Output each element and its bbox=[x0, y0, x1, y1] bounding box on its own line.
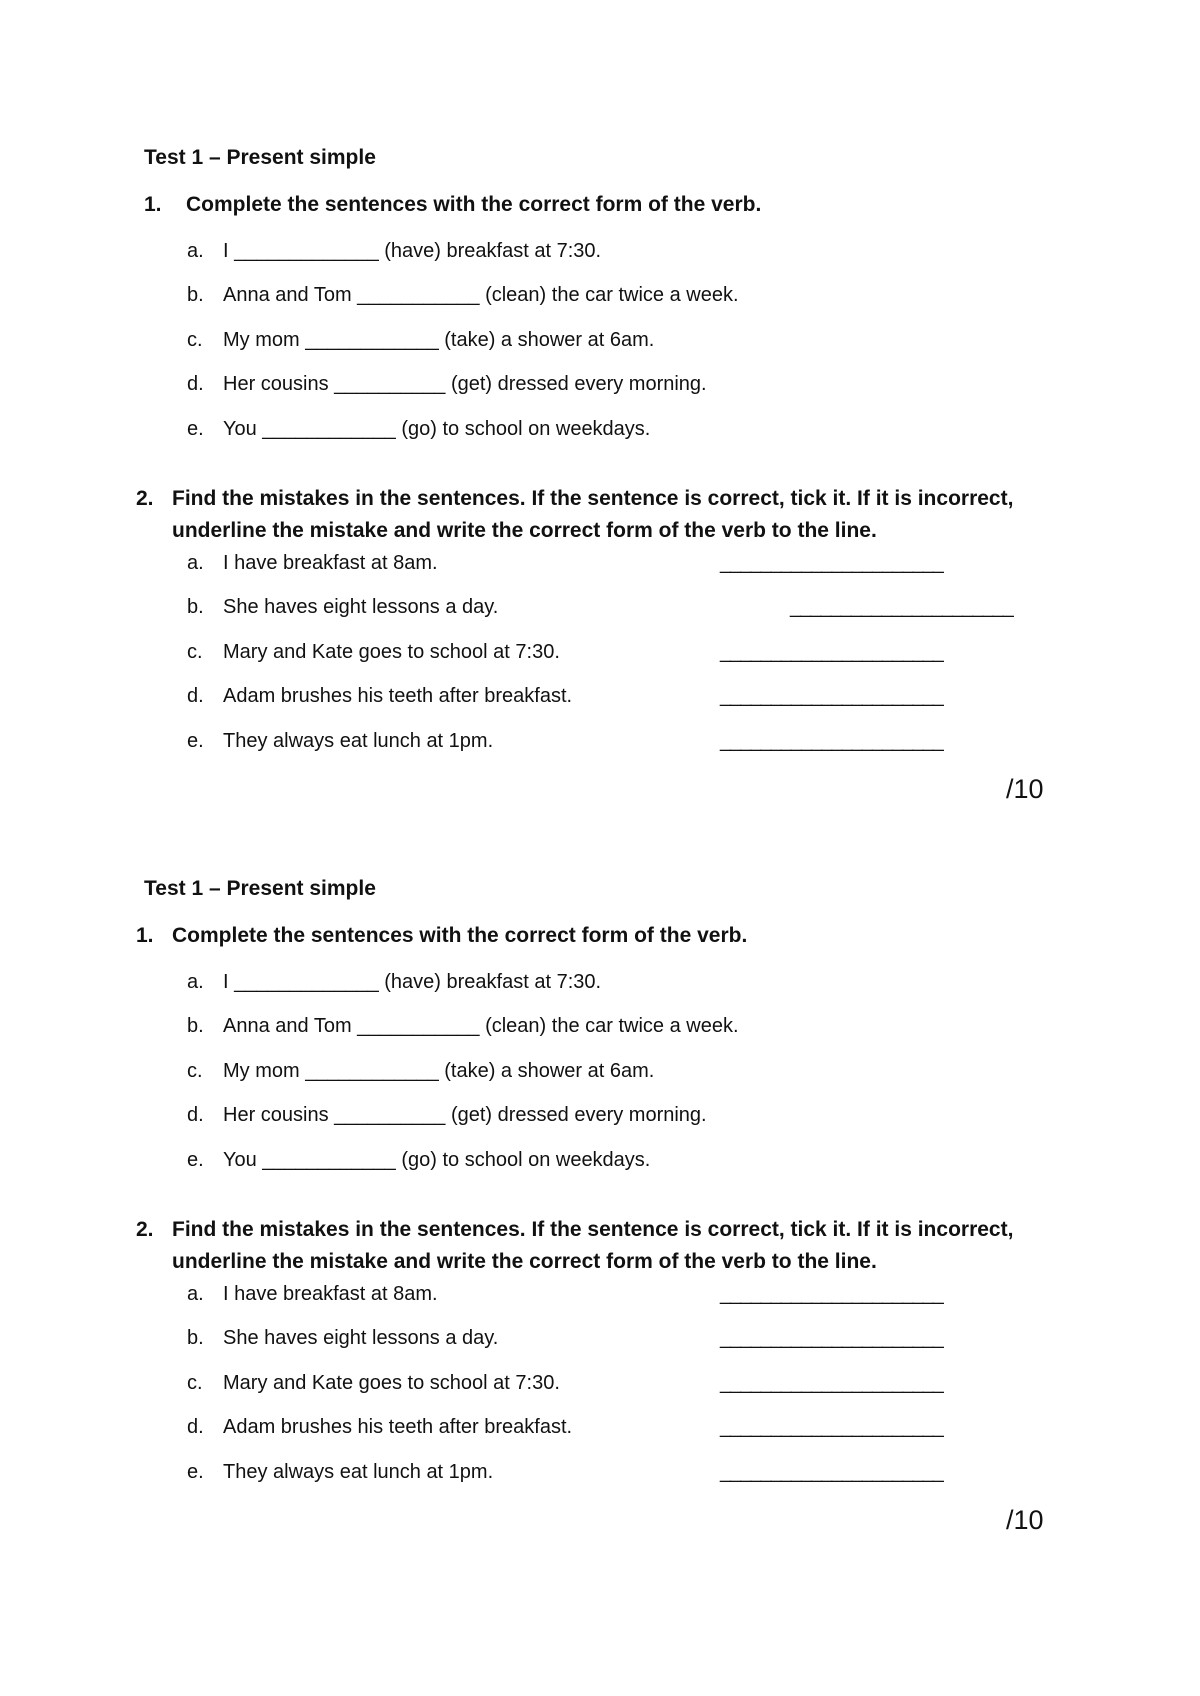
score-box: /10 bbox=[1006, 774, 1044, 804]
score-box: /10 bbox=[1006, 1505, 1044, 1535]
q1-item-text: I _____________ (have) breakfast at 7:30. bbox=[223, 971, 602, 993]
q1-item-letter: c. bbox=[187, 329, 203, 351]
q2-item-text: Mary and Kate goes to school at 7:30. bbox=[223, 1372, 560, 1394]
q1-item-letter: d. bbox=[187, 1104, 204, 1126]
question-1-number: 1. bbox=[144, 193, 162, 216]
q1-item-letter: a. bbox=[187, 971, 204, 993]
q1-item-letter: b. bbox=[187, 284, 204, 306]
q2-item-letter: b. bbox=[187, 596, 204, 618]
q1-item-text: You ____________ (go) to school on weekdays. bbox=[223, 1149, 651, 1171]
q1-item-text: My mom ____________ (take) a shower at 6am. bbox=[223, 329, 655, 351]
question-2-instruction-line1: Find the mistakes in the sentences. If the sentence is correct, tick it. If it is incorrect, bbox=[172, 487, 1014, 510]
answer-line: ______________________ bbox=[720, 552, 943, 574]
answer-line: ______________________ bbox=[720, 641, 943, 663]
answer-line: ______________________ bbox=[720, 685, 943, 707]
question-1-instruction: Complete the sentences with the correct form of the verb. bbox=[172, 924, 748, 947]
q1-item-text: I _____________ (have) breakfast at 7:30. bbox=[223, 240, 602, 262]
q1-item-text: Her cousins __________ (get) dressed every morning. bbox=[223, 1104, 707, 1126]
answer-line: ______________________ bbox=[790, 596, 1013, 618]
q1-item-text: Her cousins __________ (get) dressed every morning. bbox=[223, 373, 707, 395]
q1-item-letter: c. bbox=[187, 1060, 203, 1082]
q2-item-text: Mary and Kate goes to school at 7:30. bbox=[223, 641, 560, 663]
question-2-number: 2. bbox=[136, 487, 154, 510]
q2-item-text: She haves eight lessons a day. bbox=[223, 596, 499, 618]
q2-item-text: I have breakfast at 8am. bbox=[223, 1283, 438, 1305]
test-title: Test 1 – Present simple bbox=[144, 877, 376, 900]
q1-item-letter: a. bbox=[187, 240, 204, 262]
test-title: Test 1 – Present simple bbox=[144, 146, 376, 169]
q2-item-text: I have breakfast at 8am. bbox=[223, 552, 438, 574]
q2-item-text: She haves eight lessons a day. bbox=[223, 1327, 499, 1349]
q2-item-letter: b. bbox=[187, 1327, 204, 1349]
question-1-number: 1. bbox=[136, 924, 154, 947]
q2-item-text: Adam brushes his teeth after breakfast. bbox=[223, 1416, 573, 1438]
q2-item-letter: e. bbox=[187, 1461, 204, 1483]
answer-line: ______________________ bbox=[720, 1416, 943, 1438]
answer-line: ______________________ bbox=[720, 1327, 943, 1349]
q2-item-text: They always eat lunch at 1pm. bbox=[223, 730, 494, 752]
answer-line: ______________________ bbox=[720, 1283, 943, 1305]
q1-item-letter: e. bbox=[187, 418, 204, 440]
question-2-instruction-line1: Find the mistakes in the sentences. If the sentence is correct, tick it. If it is incorrect, bbox=[172, 1218, 1014, 1241]
q1-item-text: Anna and Tom ___________ (clean) the car twice a week. bbox=[223, 284, 739, 306]
question-1-instruction: Complete the sentences with the correct form of the verb. bbox=[186, 193, 762, 216]
test-section-1 bbox=[0, 0, 1200, 804]
q2-item-letter: a. bbox=[187, 552, 204, 574]
question-2-number: 2. bbox=[136, 1218, 154, 1241]
q2-item-letter: c. bbox=[187, 641, 203, 663]
q2-item-letter: e. bbox=[187, 730, 204, 752]
q2-item-text: They always eat lunch at 1pm. bbox=[223, 1461, 494, 1483]
q2-item-letter: d. bbox=[187, 1416, 204, 1438]
q1-item-letter: e. bbox=[187, 1149, 204, 1171]
answer-line: ______________________ bbox=[720, 730, 943, 752]
q1-item-letter: b. bbox=[187, 1015, 204, 1037]
test-section-2 bbox=[0, 731, 1200, 1535]
question-2-instruction-line2: underline the mistake and write the correct form of the verb to the line. bbox=[172, 1250, 877, 1273]
q1-item-text: You ____________ (go) to school on weekdays. bbox=[223, 418, 651, 440]
q2-item-text: Adam brushes his teeth after breakfast. bbox=[223, 685, 573, 707]
q2-item-letter: c. bbox=[187, 1372, 203, 1394]
answer-line: ______________________ bbox=[720, 1461, 943, 1483]
q2-item-letter: d. bbox=[187, 685, 204, 707]
answer-line: ______________________ bbox=[720, 1372, 943, 1394]
q1-item-text: My mom ____________ (take) a shower at 6am. bbox=[223, 1060, 655, 1082]
question-2-instruction-line2: underline the mistake and write the correct form of the verb to the line. bbox=[172, 519, 877, 542]
q1-item-text: Anna and Tom ___________ (clean) the car twice a week. bbox=[223, 1015, 739, 1037]
q2-item-letter: a. bbox=[187, 1283, 204, 1305]
q1-item-letter: d. bbox=[187, 373, 204, 395]
